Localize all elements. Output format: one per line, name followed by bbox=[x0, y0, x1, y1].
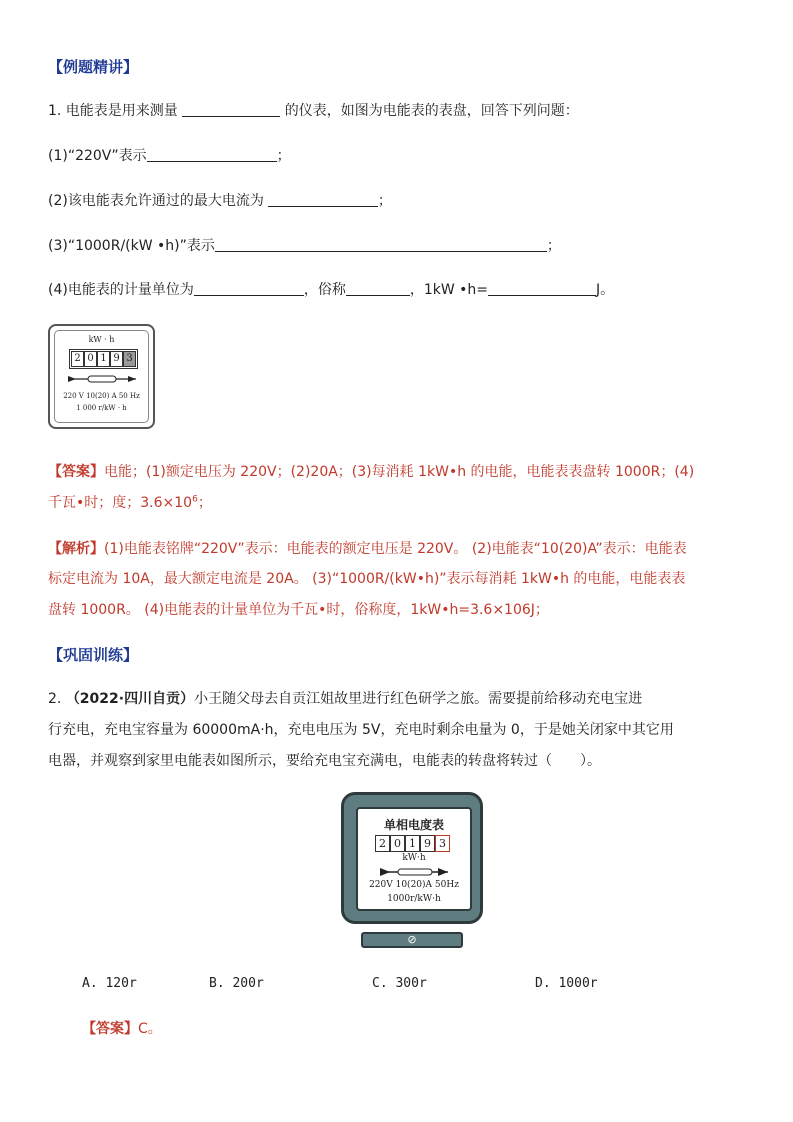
terminal-screw-icon: ⊘ bbox=[407, 933, 417, 946]
q1-4-text-d: J。 bbox=[596, 282, 615, 298]
option-d[interactable]: D. 1000r bbox=[535, 976, 598, 991]
q1-intro-text-a: 1. 电能表是用来测量 bbox=[48, 103, 178, 119]
q1-intro-text-b: 的仪表，如图为电能表的表盘，回答下列问题： bbox=[284, 103, 579, 119]
question-2-line-1 bbox=[48, 688, 642, 708]
answer-2-label: 【答案】 bbox=[82, 1021, 138, 1037]
q1-2-text: (2)该电能表允许通过的最大电流为 bbox=[48, 193, 264, 209]
q1-3-text: (3)“1000R/(kW •h)”表示 bbox=[48, 238, 215, 254]
blank-q1-measure[interactable] bbox=[182, 102, 280, 117]
question-1-part-4 bbox=[48, 279, 614, 299]
small-meter-spec-2: 1 000 r/kW · h bbox=[76, 404, 127, 412]
analysis-1-line-3: 盘转 1000R。 (4)电能表的计量单位为千瓦•时，俗称度，1kW•h=3.6×106J； bbox=[48, 602, 549, 618]
option-b[interactable]: B. 200r bbox=[209, 976, 264, 991]
small-meter-digit-last: 3 bbox=[123, 351, 136, 367]
question-1-intro bbox=[48, 100, 579, 120]
option-a[interactable]: A. 120r bbox=[82, 976, 137, 991]
blank-q1-2[interactable] bbox=[268, 192, 378, 207]
question-2-line-2: 行充电，充电宝容量为 60000mA·h，充电电压为 5V，充电时剩余电量为 0，于是她关闭家中其它用 bbox=[48, 722, 674, 738]
big-meter-digit-last: 3 bbox=[435, 835, 450, 852]
q1-1-end: ； bbox=[276, 148, 291, 164]
big-meter-spec-2: 1000r/kW·h bbox=[387, 894, 441, 904]
blank-q1-4-unit[interactable] bbox=[194, 281, 304, 296]
q1-4-text-a: (4)电能表的计量单位为 bbox=[48, 282, 194, 298]
small-meter-digit: 1 bbox=[97, 351, 110, 367]
question-1-part-3 bbox=[48, 235, 561, 255]
small-meter-digit: 9 bbox=[110, 351, 123, 367]
example-heading: 【例题精讲】 bbox=[48, 58, 139, 76]
small-meter-digit: 2 bbox=[71, 351, 84, 367]
q2-number: 2. bbox=[48, 691, 62, 707]
big-meter-figure bbox=[341, 792, 483, 924]
big-meter-digit: 0 bbox=[390, 835, 405, 852]
analysis-1-text-1: (1)电能表铭牌“220V”表示：电能表的额定电压是 220V。 (2)电能表“10(20)A”表示：电能表 bbox=[104, 541, 687, 557]
big-meter-digits bbox=[375, 835, 450, 852]
question-1-part-2 bbox=[48, 190, 392, 210]
answer-1-line-1 bbox=[48, 461, 694, 481]
big-meter-rotor-icon bbox=[376, 865, 452, 879]
q1-4-text-c: ，1kW •h= bbox=[409, 282, 489, 298]
blank-q1-4-common[interactable] bbox=[346, 281, 410, 296]
analysis-1-label: 【解析】 bbox=[48, 541, 104, 557]
big-meter-face bbox=[356, 807, 472, 911]
big-meter-digit: 9 bbox=[420, 835, 435, 852]
answer-2-value: C。 bbox=[138, 1021, 162, 1037]
big-meter-base bbox=[361, 932, 463, 948]
big-meter-title: 单相电度表 bbox=[383, 818, 444, 832]
blank-q1-4-joule[interactable] bbox=[488, 281, 596, 296]
question-2-line-3: 电器，并观察到家里电能表如图所示，要给充电宝充满电，电能表的转盘将转过（ ）。 bbox=[48, 753, 601, 769]
big-meter-unit: kW·h bbox=[402, 853, 426, 863]
big-meter-digit: 2 bbox=[375, 835, 390, 852]
big-meter-spec-1: 220V 10(20)A 50Hz bbox=[369, 880, 459, 890]
blank-q1-1[interactable] bbox=[147, 147, 277, 162]
question-1-part-1 bbox=[48, 145, 291, 165]
answer-2 bbox=[82, 1018, 162, 1038]
option-c[interactable]: C. 300r bbox=[372, 976, 427, 991]
answer-1-line-2 bbox=[48, 492, 212, 512]
blank-q1-3[interactable] bbox=[215, 237, 547, 252]
q2-source: （2022·四川自贡） bbox=[65, 691, 195, 707]
small-meter-spec-1: 220 V 10(20) A 50 Hz bbox=[63, 392, 140, 400]
q1-2-end: ； bbox=[377, 193, 392, 209]
answer-1-label: 【答案】 bbox=[48, 464, 104, 480]
small-meter-unit: kW · h bbox=[88, 335, 115, 344]
analysis-1-line-1 bbox=[48, 538, 687, 558]
small-meter-figure bbox=[48, 324, 155, 429]
analysis-1-line-2: 标定电流为 10A，最大额定电流是 20A。 (3)“1000R/(kW•h)”表示每消耗 1kW•h 的电能，电能表表 bbox=[48, 571, 686, 587]
q1-4-text-b: ，俗称 bbox=[303, 282, 346, 298]
q2-text-1: 小王随父母去自贡江姐故里进行红色研学之旅。需要提前给移动充电宝进 bbox=[194, 691, 643, 707]
practice-heading: 【巩固训练】 bbox=[48, 646, 139, 664]
answer-1-text-1: 电能；(1)额定电压为 220V；(2)20A；(3)每消耗 1kW•h 的电能，电能表表盘转 1000R；(4) bbox=[104, 464, 695, 480]
small-meter-digits bbox=[69, 349, 138, 369]
big-meter-digit: 1 bbox=[405, 835, 420, 852]
answer-1-text-2-end: ； bbox=[197, 495, 212, 511]
small-meter-rotor-icon bbox=[64, 372, 140, 386]
q1-3-end: ； bbox=[546, 238, 561, 254]
q1-1-text: (1)“220V”表示 bbox=[48, 148, 147, 164]
answer-1-superscript: 6 bbox=[192, 494, 198, 505]
small-meter-digit: 0 bbox=[84, 351, 97, 367]
answer-1-text-2: 千瓦•时；度；3.6×10 bbox=[48, 495, 193, 511]
